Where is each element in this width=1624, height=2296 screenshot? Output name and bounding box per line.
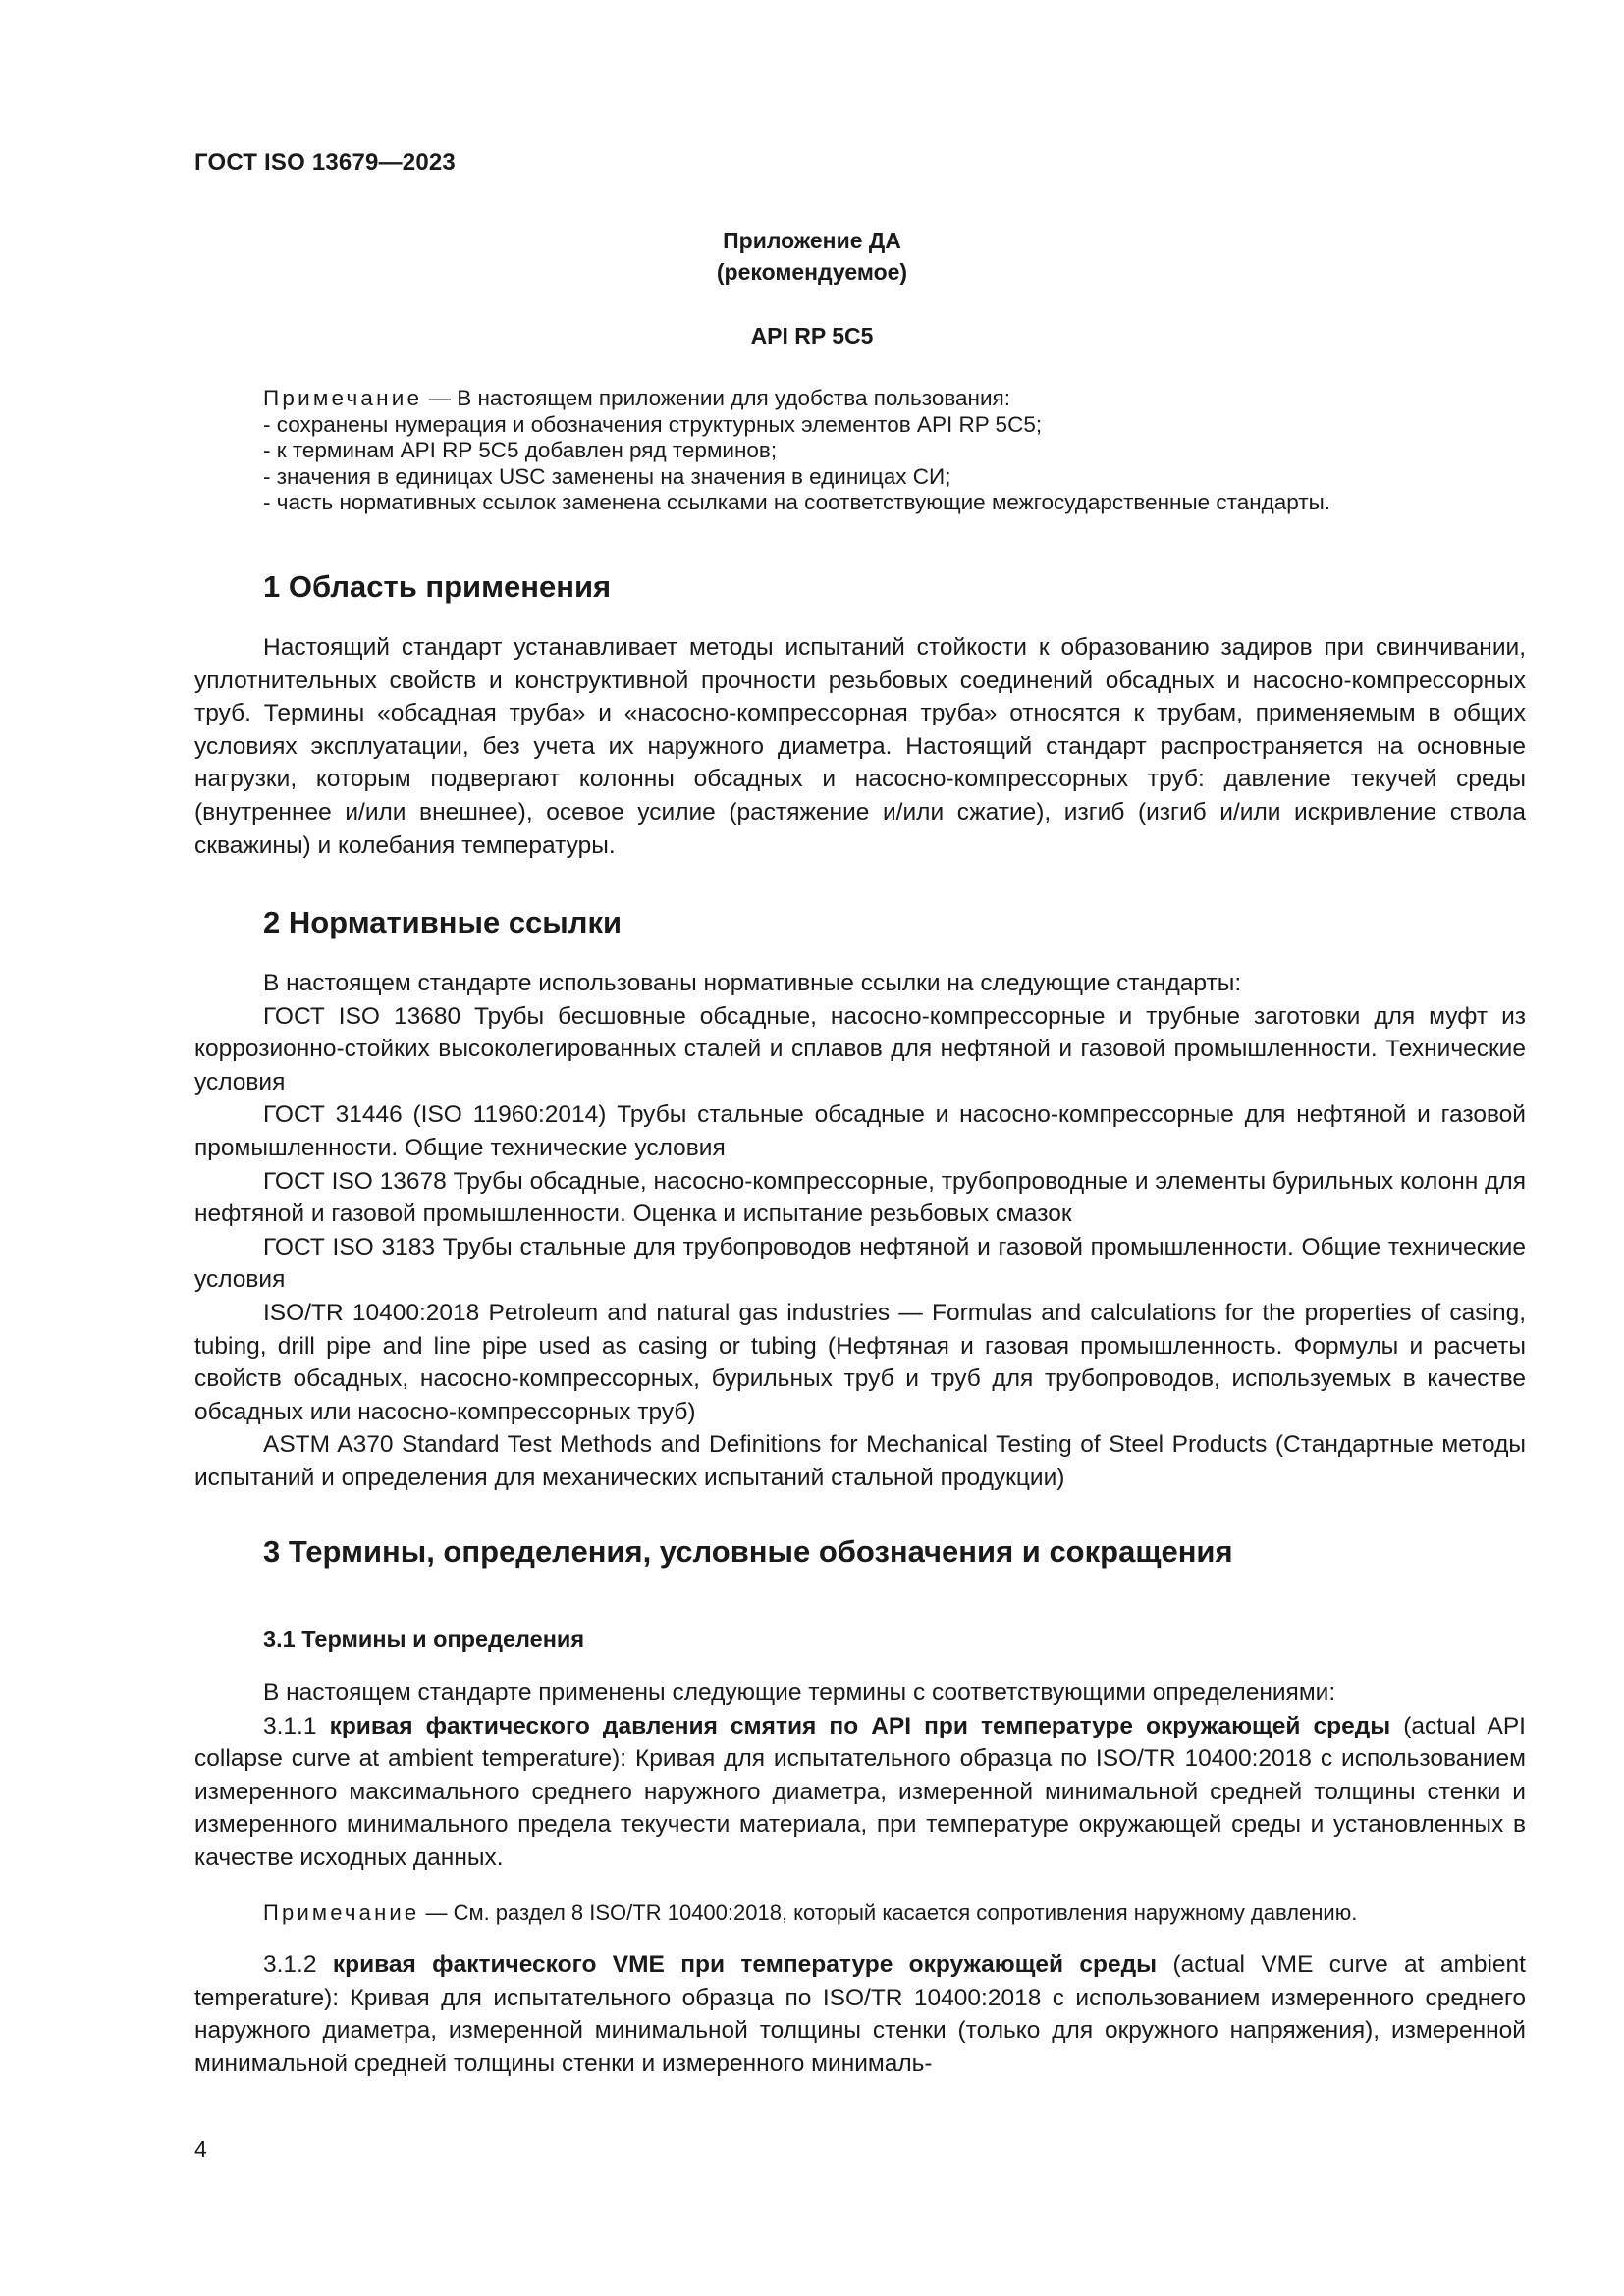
- section-3-heading: 3 Термины, определения, условные обозначения и сокращения: [263, 1534, 1233, 1569]
- section-1-body: [194, 631, 1526, 862]
- reference-item: ГОСТ ISO 13680 Трубы бесшовные обсадные, насосно-компрессорные и трубные заготовки для муфт из коррозионно-стойких высоколегированных сталей и сплавов для нефтяной и газовой промышленности. Технические условия: [194, 1002, 1526, 1095]
- section-2-heading: 2 Нормативные ссылки: [263, 905, 623, 939]
- reference-item: ГОСТ ISO 13678 Трубы обсадные, насосно-компрессорные, трубопроводные и элементы бурильных колонн для нефтяной и газовой промышленности. Оценка и испытание резьбовых смазок: [194, 1167, 1526, 1228]
- term-number: 3.1.2: [263, 1951, 333, 1978]
- reference-item: ГОСТ 31446 (ISO 11960:2014) Трубы стальные обсадные и насосно-компрессорные для нефтяной и газовой промышленности. Общие технические условия: [194, 1101, 1526, 1161]
- term-name: кривая фактического VME при температуре окружающей среды: [332, 1951, 1158, 1978]
- note-item: - сохранены нумерация и обозначения структурных элементов API RP 5C5;: [263, 411, 1043, 437]
- section-2-intro: В настоящем стандарте использованы нормативные ссылки на следующие стандарты:: [263, 970, 1242, 996]
- term-3-1-2: [194, 1949, 1526, 2080]
- note-item: - значения в единицах USC заменены на значения в единицах СИ;: [263, 463, 951, 489]
- reference-item: ISO/TR 10400:2018 Petroleum and natural gas industries — Formulas and calculations for the properties of casing, tubing, drill pipe and line pipe used as casing or tubing (Нефтяная и газовая промышленность. Формулы и расчеты свойств обсадных, насосно-компрессорных, бурильных труб и труб для трубопроводов, используемых в качестве обсадных или насосно-компрессорных труб): [194, 1299, 1526, 1425]
- term-name: кривая фактического давления смятия по API при температуре окружающей среды: [329, 1712, 1391, 1739]
- section-1-paragraph: Настоящий стандарт устанавливает методы испытаний стойкости к образованию задиров при свинчивании, уплотнительных свойств и конструктивной прочности резьбовых соединений обсадных и насосно-компрессорных труб. Термины «обсадная труба» и «насосно-компрессорная труба» относятся к трубам, применяемым в общих условиях эксплуатации, без учета их наружного диаметра. Настоящий стандарт распространяется на основные нагрузки, которым подвергают колонны обсадных и насосно-компрессорных труб: давление текучей среды (внутреннее и/или внешнее), осевое усилие (растяжение и/или сжатие), изгиб (изгиб и/или искривление ствола скважины) и колебания температуры.: [194, 634, 1526, 859]
- section-1-heading: 1 Область применения: [263, 569, 612, 604]
- term-3-1-1: [194, 1710, 1526, 1875]
- term-definition: (actual VME curve at ambient temperature): Кривая для испытательного образца по ISO/TR 10400:2018 с использованием измеренного среднего наружного диаметра, измеренной минимальной толщины стенки (только для окружного напряжения), измеренной минимальной средней толщины стенки и измеренного минималь-: [194, 1951, 1526, 2077]
- term-definition: (actual API collapse curve at ambient temperature): Кривая для испытательного образца по ISO/TR 10400:2018 с использованием измеренного максимального среднего наружного диаметра, измеренной минимальной средней толщины стенки и измеренного минимального предела текучести материала, при температуре окружающей среды и установленных в качестве исходных данных.: [194, 1712, 1526, 1871]
- note-label: Примечание: [263, 386, 423, 410]
- term-note: [263, 1900, 1357, 1926]
- note-text: — См. раздел 8 ISO/TR 10400:2018, который касается сопротивления наружному давлению.: [419, 1900, 1358, 1925]
- section-3-1-intro: В настоящем стандарте применены следующие термины с соответствующими определениями:: [263, 1680, 1336, 1706]
- term-number: 3.1.1: [263, 1712, 330, 1739]
- annex-name: API RP 5C5: [750, 323, 874, 348]
- section-3-1-2-body: [194, 1949, 1526, 2080]
- note-item: - к терминам API RP 5C5 добавлен ряд терминов;: [263, 438, 778, 462]
- note-label: Примечание: [263, 1900, 420, 1925]
- page-number: 4: [194, 2136, 207, 2162]
- reference-item: ГОСТ ISO 3183 Трубы стальные для трубопроводов нефтяной и газовой промышленности. Общие технические условия: [194, 1233, 1526, 1294]
- reference-item: ASTM A370 Standard Test Methods and Definitions for Mechanical Testing of Steel Products (Стандартные методы испытаний и определения для механических испытаний стальной продукции): [194, 1431, 1526, 1491]
- note-text: — В настоящем приложении для удобства пользования:: [422, 386, 1010, 410]
- document-header: ГОСТ ISO 13679—2023: [194, 149, 456, 176]
- intro-note: [263, 386, 1530, 516]
- annex-title: Приложение ДА: [723, 228, 901, 253]
- note-item: - часть нормативных ссылок заменена ссылками на соответствующие межгосударственные стандарты.: [263, 490, 1331, 514]
- section-2-body: [194, 967, 1526, 1495]
- subsection-3-1-heading: 3.1 Термины и определения: [263, 1627, 585, 1652]
- section-3-1-body: [194, 1677, 1526, 1875]
- annex-subtitle: (рекомендуемое): [716, 259, 908, 285]
